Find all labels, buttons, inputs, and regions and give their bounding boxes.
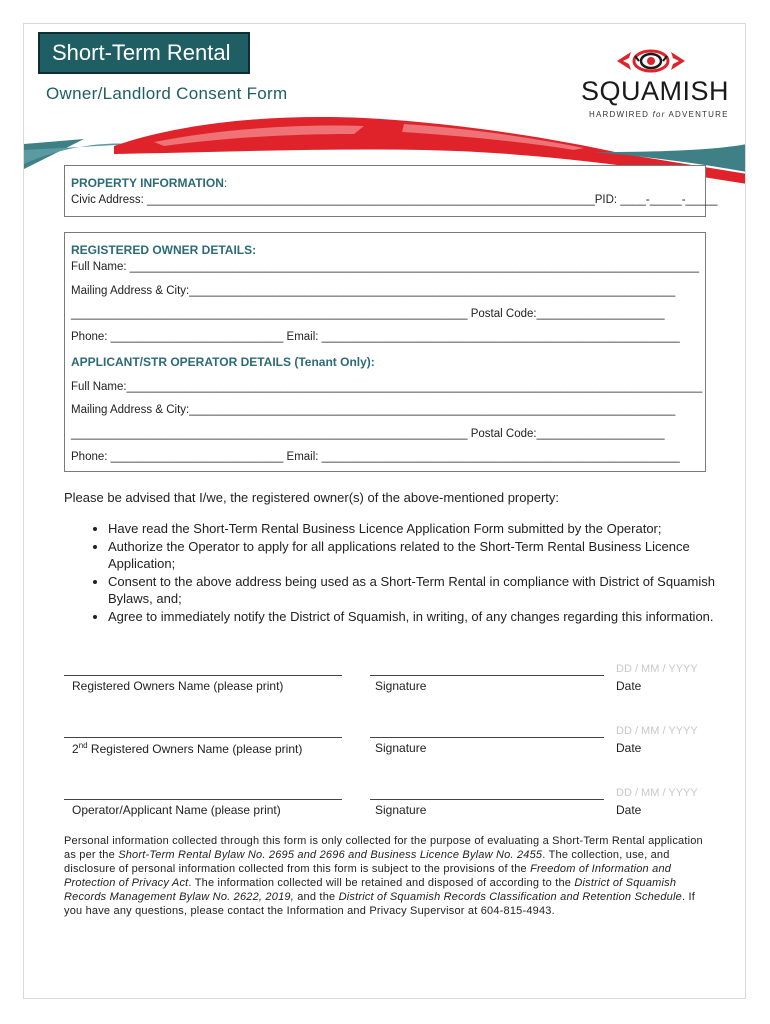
- owner-signature-line[interactable]: [370, 675, 604, 676]
- consent-item: • Have read the Short-Term Rental Business Licence Application Form submitted by the Operator;: [108, 520, 728, 538]
- property-heading-text: PROPERTY INFORMATION: [71, 176, 224, 190]
- second-owner-name-line[interactable]: [64, 737, 342, 738]
- operator-name-line[interactable]: [64, 799, 342, 800]
- second-owner-date-label: Date: [616, 741, 642, 755]
- operator-signature-line[interactable]: [370, 799, 604, 800]
- privacy-bylaw-ref: Short-Term Rental Bylaw No. 2695 and 2696 and Business Licence Bylaw No. 2455: [118, 849, 543, 861]
- property-heading-suffix: :: [223, 176, 228, 190]
- owner-phone-email-field[interactable]: Phone: ___________________________ Email: ________________________________________________________: [71, 331, 680, 343]
- owner-date-label: Date: [616, 679, 642, 693]
- owner-full-name-field[interactable]: Full Name: _________________________________________________________________________________________: [71, 261, 700, 273]
- privacy-act-ref: Freedom of Information and Protection of Privacy Act: [64, 863, 672, 889]
- squamish-logo-icon: [579, 46, 724, 76]
- applicant-phone-email-field[interactable]: Phone: ___________________________ Email: ________________________________________________________: [71, 451, 680, 463]
- consent-item: • Consent to the above address being used as a Short-Term Rental in compliance with District of Squamish Bylaws, and;: [108, 573, 728, 608]
- logo-tag-for: for: [652, 110, 666, 119]
- logo-tag-post: ADVENTURE: [665, 110, 729, 119]
- consent-item: • Authorize the Operator to apply for all applications related to the Short-Term Rental Business Licence Application;: [108, 538, 728, 573]
- logo-tag-pre: HARDWIRED: [589, 110, 653, 119]
- privacy-records-bylaw-ref: District of Squamish Records Management Bylaw No. 2622, 2019,: [64, 877, 677, 903]
- second-owner-signature-label: Signature: [375, 741, 427, 755]
- second-owner-name-label: [72, 741, 302, 756]
- consent-list: [84, 520, 728, 625]
- form-title: Short-Term Rental: [38, 32, 250, 74]
- privacy-text: . If you have any questions, please contact the Information and Privacy Supervisor at 604-815-4943.: [64, 891, 695, 917]
- privacy-text: . The collection, use, and disclosure of personal information collected from this form is subject to the provisions of the: [64, 849, 670, 875]
- second-owner-prefix: 2: [72, 742, 79, 756]
- owner-applicant-section: [64, 232, 706, 472]
- privacy-schedule-ref: District of Squamish Records Classification and Retention Schedule: [338, 891, 682, 903]
- form-page: [23, 23, 746, 999]
- logo-wordmark: SQUAMISH: [581, 76, 730, 106]
- applicant-details-heading: APPLICANT/STR OPERATOR DETAILS (Tenant Only):: [71, 355, 375, 369]
- owner-name-label: Registered Owners Name (please print): [72, 679, 284, 693]
- privacy-text: . The information collected will be retained and disposed of according to the: [188, 877, 575, 889]
- operator-name-label: Operator/Applicant Name (please print): [72, 803, 281, 817]
- owner-mailing-address-field[interactable]: Mailing Address & City:____________________________________________________________________________: [71, 285, 676, 297]
- second-owner-sup: nd: [78, 741, 88, 750]
- applicant-mailing-address-field[interactable]: Mailing Address & City:____________________________________________________________________________: [71, 404, 676, 416]
- operator-date-field[interactable]: DD / MM / YYYY: [616, 787, 698, 799]
- property-info-section: [64, 165, 718, 217]
- civic-address-pid-field[interactable]: Civic Address: ______________________________________________________________________PID: ____-_____-_____: [71, 194, 718, 206]
- operator-signature-label: Signature: [375, 803, 427, 817]
- owner-date-field[interactable]: DD / MM / YYYY: [616, 663, 698, 675]
- owner-postal-code-field[interactable]: ______________________________________________________________ Postal Code:____________________: [71, 308, 665, 320]
- second-owner-label-text: Registered Owners Name (please print): [87, 742, 303, 756]
- privacy-text: Personal information collected through this form is only collected for the purpose of evaluating a Short-Term Rental application as per the: [64, 835, 703, 861]
- second-owner-date-field[interactable]: DD / MM / YYYY: [616, 725, 698, 737]
- owner-details-heading: REGISTERED OWNER DETAILS:: [71, 243, 257, 257]
- consent-item: • Agree to immediately notify the District of Squamish, in writing, of any changes regarding this information.: [108, 608, 728, 626]
- consent-intro: Please be advised that I/we, the registered owner(s) of the above-mentioned property:: [64, 490, 560, 505]
- owner-name-line[interactable]: [64, 675, 342, 676]
- owner-signature-label: Signature: [375, 679, 427, 693]
- applicant-postal-code-field[interactable]: ______________________________________________________________ Postal Code:____________________: [71, 428, 665, 440]
- applicant-full-name-field[interactable]: Full Name:__________________________________________________________________________________________: [71, 381, 703, 393]
- operator-date-label: Date: [616, 803, 642, 817]
- form-subtitle: Owner/Landlord Consent Form: [46, 84, 288, 103]
- property-info-heading: [71, 176, 227, 190]
- second-owner-signature-line[interactable]: [370, 737, 604, 738]
- privacy-text: and the: [293, 891, 339, 903]
- privacy-notice: [64, 834, 704, 918]
